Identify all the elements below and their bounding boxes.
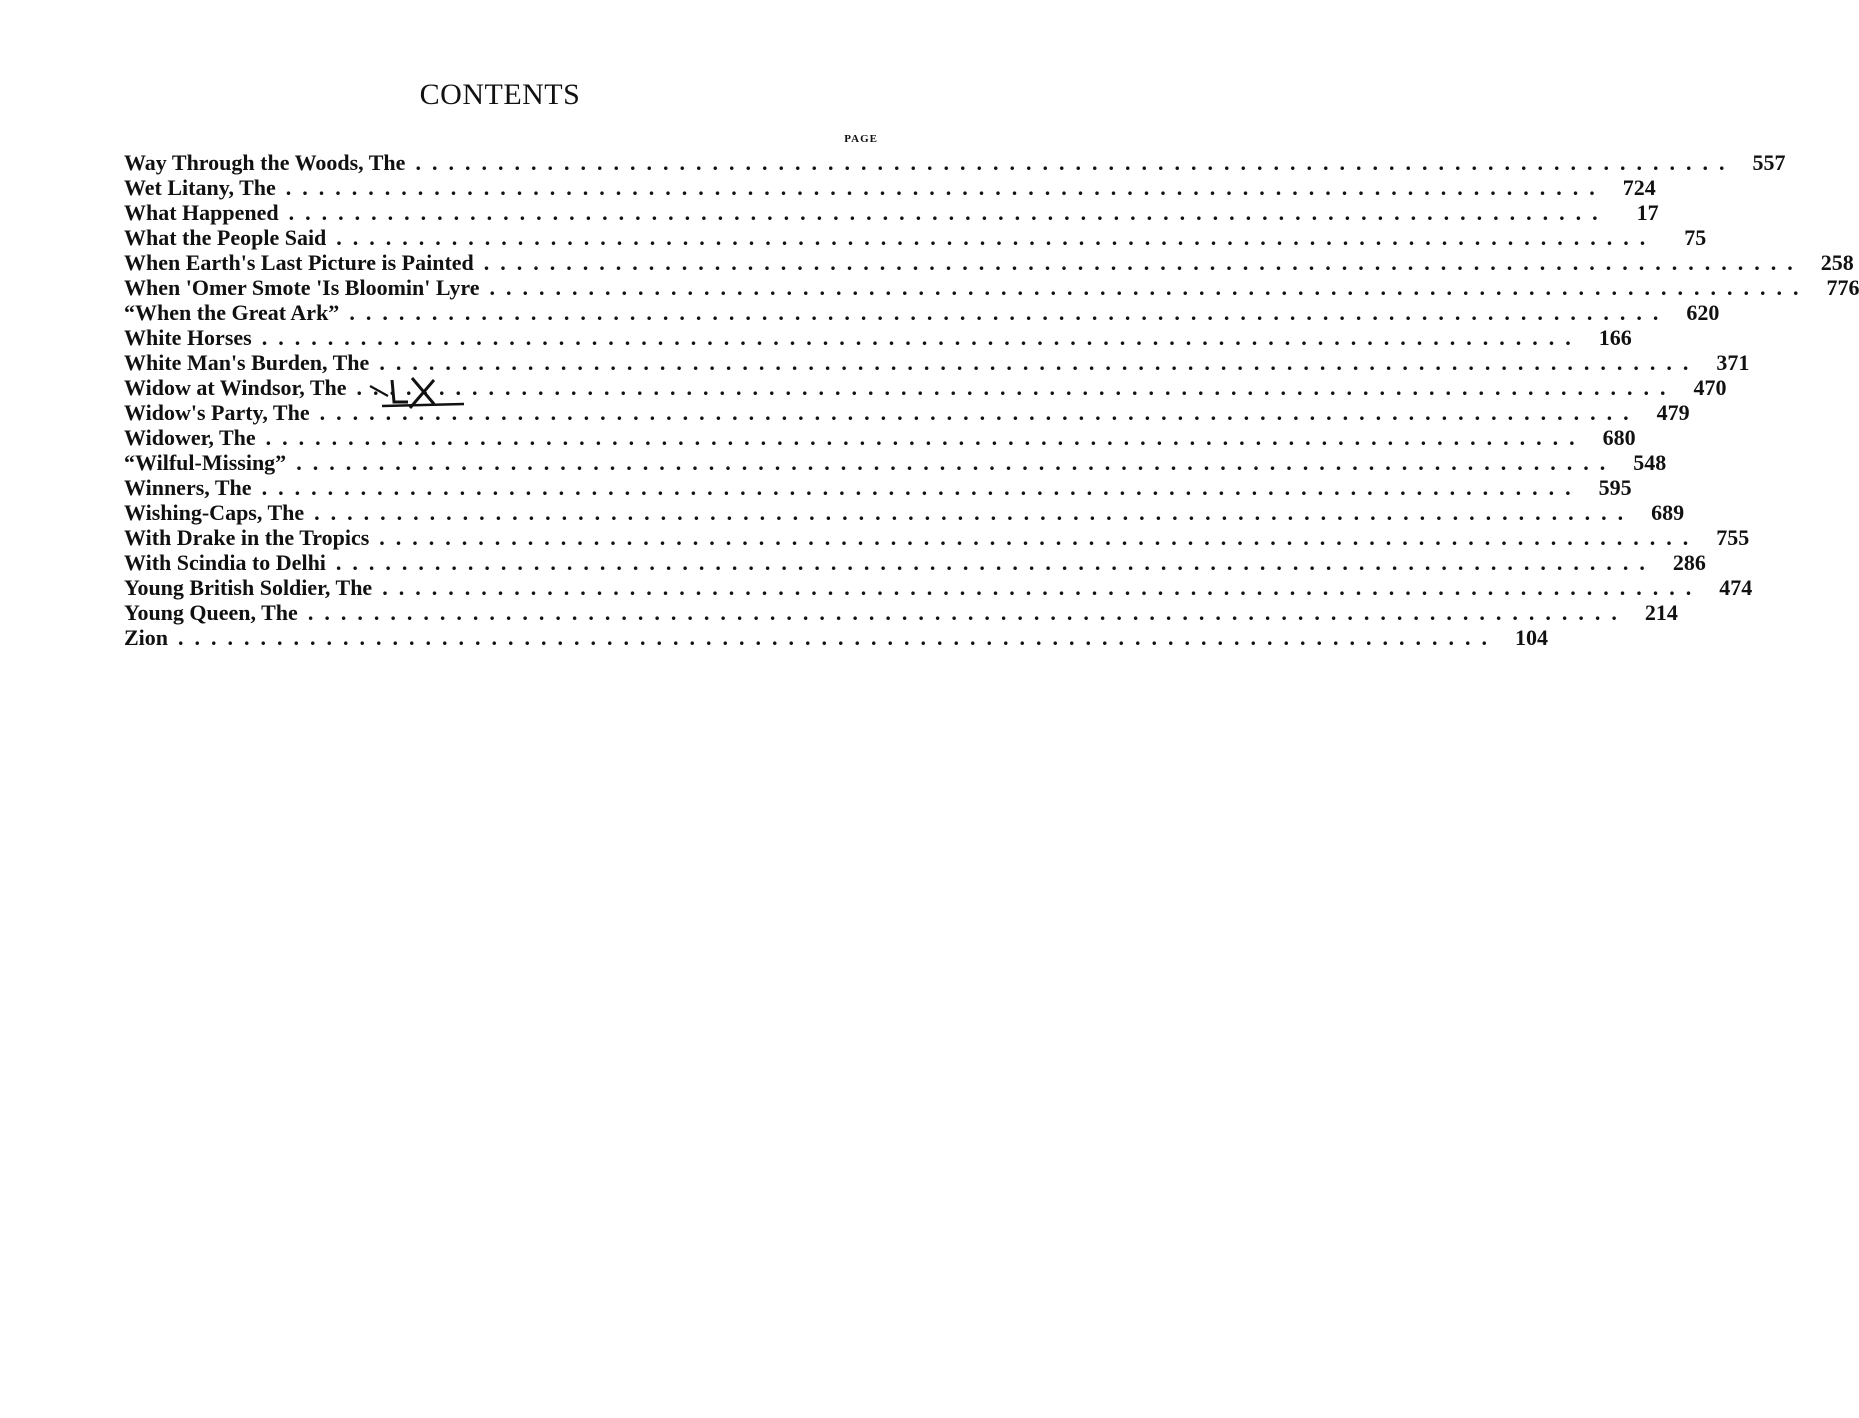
toc-entry <box>124 250 1854 275</box>
toc-entry <box>124 200 1659 225</box>
toc-entry-title: Winners, The <box>124 475 262 500</box>
dot-leader: ................................................................................ <box>307 600 1628 625</box>
toc-entry <box>124 175 1656 200</box>
dot-leader: ................................................................................ <box>336 225 1657 250</box>
dot-leader: ................................................................................ <box>261 325 1582 350</box>
toc-entry <box>124 425 1636 450</box>
dot-leader: ................................................................................ <box>288 200 1609 225</box>
toc-entry-page: 104 <box>1515 625 1549 650</box>
toc-entry-page: 689 <box>1651 500 1685 525</box>
toc-entry-title: With Drake in the Tropics <box>124 525 379 550</box>
dot-leader: ................................................................................ <box>489 275 1810 300</box>
toc-entry-page: 680 <box>1602 425 1636 450</box>
toc-entry-title: Widow's Party, The <box>124 400 320 425</box>
toc-entry-title: With Scindia to Delhi <box>124 550 336 575</box>
toc-entry <box>124 375 1727 400</box>
toc-entry <box>124 350 1750 375</box>
toc-entry <box>124 400 1690 425</box>
toc-entry <box>124 475 1632 500</box>
toc-entry-page: 620 <box>1686 300 1720 325</box>
toc-entry-page: 286 <box>1672 550 1706 575</box>
toc-entry-title: Widower, The <box>124 425 266 450</box>
dot-leader: ................................................................................ <box>379 350 1700 375</box>
toc-entry <box>124 150 1786 175</box>
toc-entry-page: 479 <box>1656 400 1690 425</box>
toc-entry-page: 557 <box>1752 150 1786 175</box>
toc-entry-title: “Wilful-Missing” <box>124 450 296 475</box>
toc-entry-title: Young British Soldier, The <box>124 575 382 600</box>
dot-leader: ................................................................................ <box>296 450 1617 475</box>
toc-entry-page: 755 <box>1716 525 1750 550</box>
contents-list <box>124 150 1859 650</box>
dot-leader: ................................................................................ <box>265 425 1586 450</box>
toc-entry-page: 595 <box>1598 475 1632 500</box>
toc-entry <box>124 550 1706 575</box>
dot-leader: ................................................................................ <box>382 575 1703 600</box>
toc-entry <box>124 600 1678 625</box>
page-title: CONTENTS <box>419 78 581 111</box>
toc-entry-page: 474 <box>1719 575 1753 600</box>
toc-entry <box>124 625 1549 650</box>
toc-entry-title: When Earth's Last Picture is Painted <box>124 250 484 275</box>
dot-leader: ................................................................................ <box>483 250 1804 275</box>
toc-entry-title: Young Queen, The <box>124 600 308 625</box>
dot-leader: ................................................................................ <box>349 300 1670 325</box>
dot-leader: ................................................................................ <box>415 150 1736 175</box>
toc-entry-title: When 'Omer Smote 'Is Bloomin' Lyre <box>124 275 489 300</box>
dot-leader: ................................................................................ <box>379 525 1700 550</box>
dot-leader: ................................................................................ <box>335 550 1656 575</box>
dot-leader: ................................................................................ <box>319 400 1640 425</box>
toc-entry-title: “When the Great Ark” <box>124 300 349 325</box>
toc-entry <box>124 500 1685 525</box>
toc-entry-title: What Happened <box>124 200 289 225</box>
toc-entry <box>124 300 1720 325</box>
dot-leader: ................................................................................ <box>314 500 1635 525</box>
toc-entry <box>124 575 1753 600</box>
toc-entry-title: What the People Said <box>124 225 336 250</box>
toc-entry-page: 17 <box>1636 200 1659 225</box>
toc-entry-title: Wet Litany, The <box>124 175 286 200</box>
toc-entry-page: 371 <box>1716 350 1750 375</box>
dot-leader: ................................................................................ <box>261 475 1582 500</box>
toc-entry-page: 166 <box>1598 325 1632 350</box>
toc-entry <box>124 275 1859 300</box>
handwritten-mark <box>368 374 466 414</box>
toc-entry-page: 776 <box>1826 275 1859 300</box>
dot-leader: ................................................................................ <box>285 175 1606 200</box>
toc-entry <box>124 325 1632 350</box>
dot-leader: ................................................................................ <box>178 625 1499 650</box>
toc-entry-title: Zion <box>124 625 178 650</box>
toc-entry-title: White Horses <box>124 325 262 350</box>
toc-entry-title: Widow at Windsor, The <box>124 375 357 400</box>
toc-entry-page: 258 <box>1820 250 1854 275</box>
toc-entry-title: Way Through the Woods, The <box>124 150 415 175</box>
toc-entry-page: 548 <box>1633 450 1667 475</box>
dot-leader: ................................................................................ <box>356 375 1677 400</box>
page-column-label: PAGE <box>844 133 878 145</box>
toc-entry-page: 724 <box>1622 175 1656 200</box>
toc-entry <box>124 225 1707 250</box>
toc-entry-page: 470 <box>1693 375 1727 400</box>
toc-entry-page: 75 <box>1684 225 1707 250</box>
toc-entry <box>124 450 1667 475</box>
toc-entry-title: Wishing-Caps, The <box>124 500 314 525</box>
toc-entry-page: 214 <box>1644 600 1678 625</box>
toc-entry <box>124 525 1750 550</box>
toc-entry-title: White Man's Burden, The <box>124 350 379 375</box>
